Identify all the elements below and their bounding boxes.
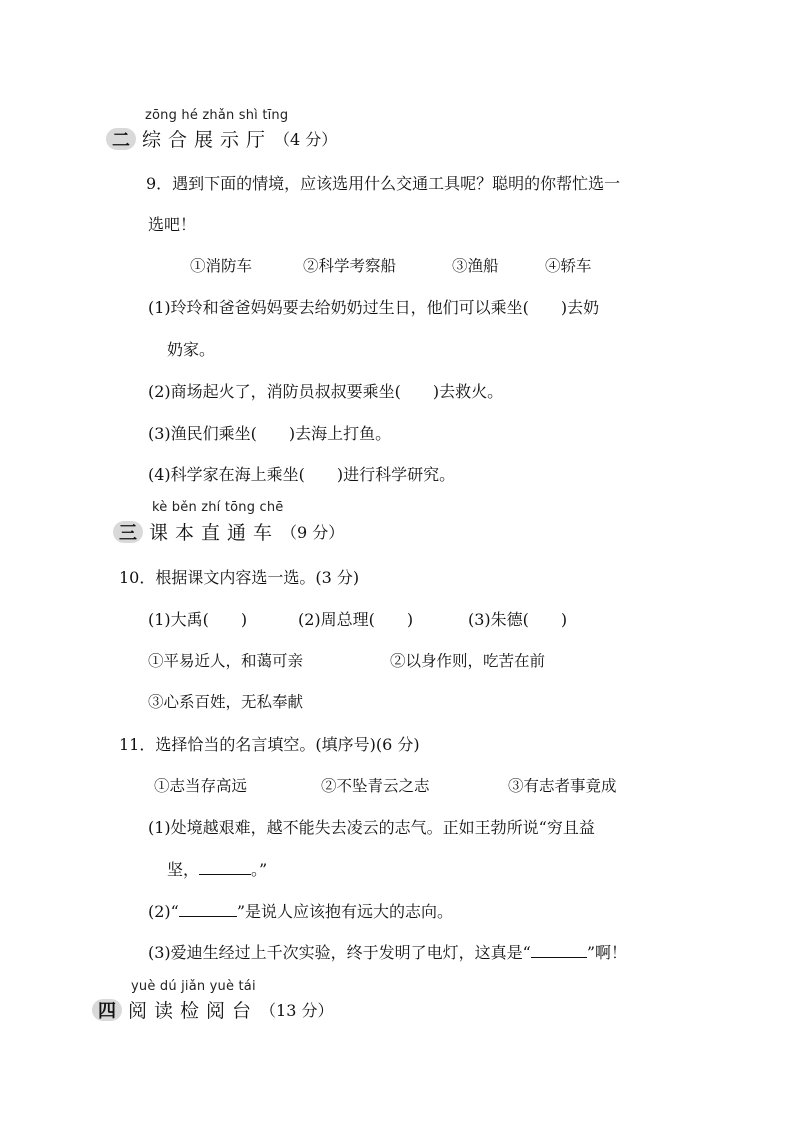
q11-option-2: ②不坠青云之志: [321, 777, 430, 795]
q11-item-2-prefix: (2)“: [148, 902, 179, 921]
q10-option-3: ③心系百姓，无私奉献: [148, 693, 304, 711]
section-4-title: 阅读检阅台: [128, 1000, 259, 1022]
q11-item-3: [148, 940, 627, 963]
q11-option-1: ①志当存高远: [154, 777, 248, 795]
section-3-header: [113, 518, 344, 545]
q9-item-1-line1: (1)玲玲和爸爸妈妈要去给奶奶过生日，他们可以乘坐( )去奶: [148, 298, 600, 317]
section-3-score: （9 分）: [281, 523, 345, 542]
q11-item-3-prefix: (3)爱迪生经过上千次实验，终于发明了电灯，这真是“: [148, 943, 531, 962]
section-3-number-badge: 三: [113, 521, 143, 543]
q10-item-3: (3)朱德( ): [468, 610, 568, 629]
q11-item-1-line1: (1)处境越艰难，越不能失去凌云的志气。正如王勃所说“穷且益: [148, 818, 595, 837]
section-2-score: （4 分）: [274, 130, 338, 149]
q11-option-3: ③有志者事竟成: [508, 777, 617, 795]
q9-item-2: (2)商场起火了，消防员叔叔要乘坐( )去救火。: [148, 382, 504, 401]
q11-stem: 11．选择恰当的名言填空。(填序号)(6 分): [119, 735, 420, 754]
q11-item-2-suffix: ”是说人应该抱有远大的志向。: [236, 902, 454, 921]
q11-item-1-suffix: 。”: [251, 860, 268, 879]
q10-item-2: (2)周总理( ): [298, 610, 414, 629]
q11-item-2: [148, 899, 453, 922]
section-2-pinyin: zōng hé zhǎn shì tīng: [145, 108, 289, 123]
q9-option-3: ③渔船: [452, 257, 499, 275]
section-2-header: [106, 125, 337, 152]
q9-item-3: (3)渔民们乘坐( )去海上打鱼。: [148, 424, 392, 443]
section-4-header: [92, 996, 333, 1023]
q11-item-1-prefix: 坚，: [167, 860, 200, 879]
section-2-number-badge: 二: [106, 128, 136, 150]
q9-option-4: ④轿车: [545, 257, 592, 275]
q11-item-2-blank[interactable]: [179, 902, 237, 917]
q10-item-1: (1)大禹( ): [148, 610, 248, 629]
section-3-title: 课本直通车: [149, 522, 280, 544]
section-2-title: 综合展示厅: [142, 129, 273, 151]
q9-stem-line2: 选吧！: [148, 215, 197, 234]
q9-item-1-line2: 奶家。: [167, 340, 216, 359]
q9-option-1: ①消防车: [190, 257, 253, 275]
q9-stem-line1: 9．遇到下面的情境，应该选用什么交通工具呢？聪明的你帮忙选一: [146, 174, 621, 193]
q11-item-1-line2: [167, 857, 267, 880]
q11-item-1-blank[interactable]: [199, 860, 251, 875]
q9-item-4: (4)科学家在海上乘坐( )进行科学研究。: [148, 465, 456, 484]
q10-option-2: ②以身作则，吃苦在前: [390, 652, 546, 670]
q11-item-3-blank[interactable]: [531, 943, 587, 958]
q11-item-3-suffix: ”啊！: [586, 943, 628, 962]
q9-option-2: ②科学考察船: [303, 257, 397, 275]
section-4-pinyin: yuè dú jiǎn yuè tái: [131, 979, 256, 994]
section-4-score: （13 分）: [260, 1001, 334, 1020]
section-3-pinyin: kè běn zhí tōng chē: [152, 500, 284, 515]
q10-stem: 10．根据课文内容选一选。(3 分): [119, 568, 360, 587]
section-4-number-badge: 四: [92, 999, 122, 1021]
q10-option-1: ①平易近人，和蔼可亲: [148, 652, 304, 670]
